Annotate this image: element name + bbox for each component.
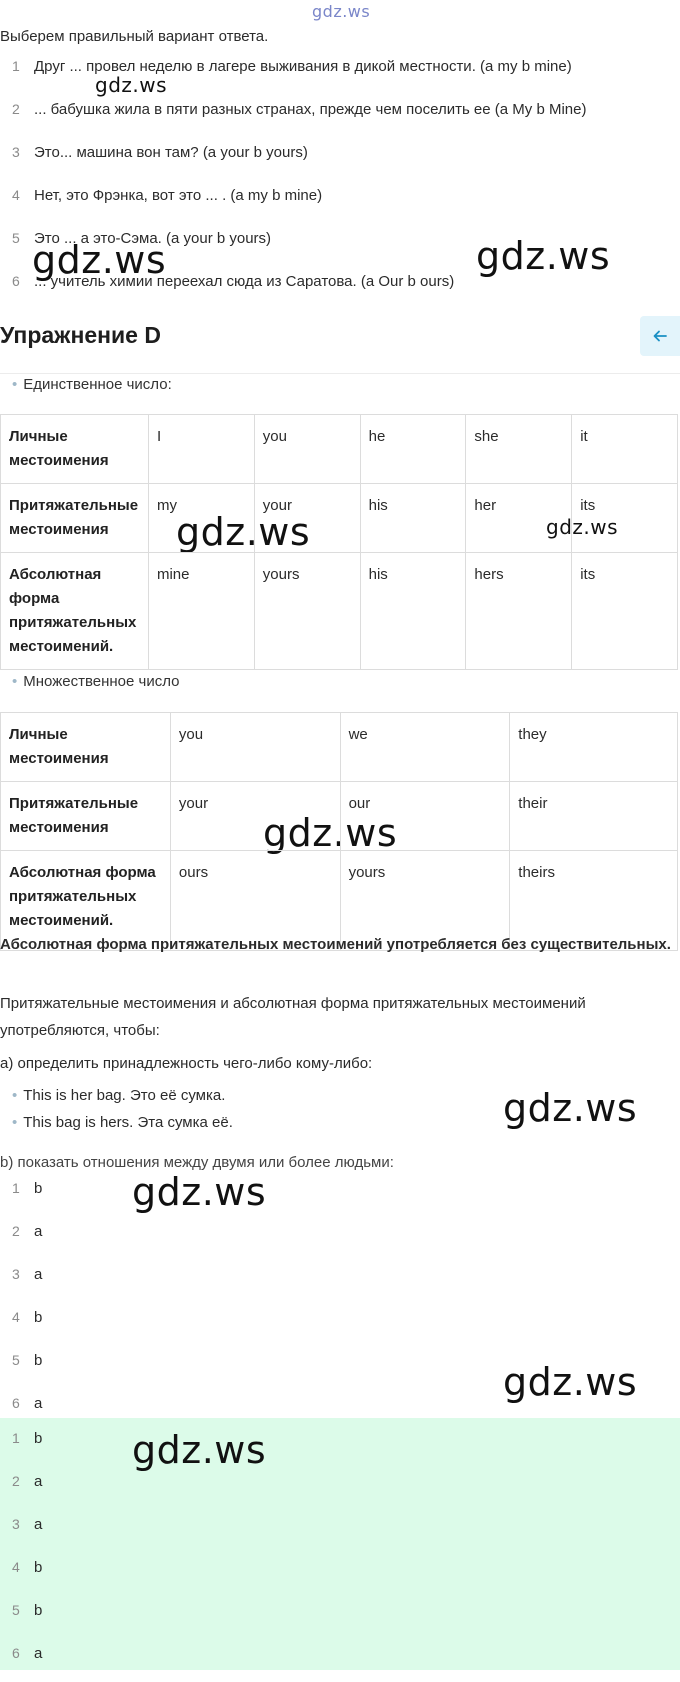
answer-number: 6 — [12, 1395, 20, 1411]
answer-item — [0, 1260, 680, 1303]
answer-item — [0, 1346, 680, 1389]
question-item — [0, 273, 680, 316]
question-item — [0, 58, 680, 101]
watermark: gdz.ws — [132, 1170, 267, 1214]
question-list — [0, 58, 680, 316]
singular-label: • Единственное число: — [12, 376, 172, 393]
table-row — [1, 782, 678, 851]
section-title: Упражнение D — [0, 322, 161, 348]
table-cell: yours — [254, 553, 360, 670]
arrow-left-icon — [652, 328, 668, 344]
answer-item — [0, 1174, 680, 1217]
answer-number: 2 — [12, 1473, 20, 1489]
question-text: Друг ... провел неделю в лагере выживания в дикой местности. (a my b mine) — [34, 58, 572, 75]
question-text: ... учитель химии переехал сюда из Саратова. (a Our b ours) — [34, 273, 455, 290]
table-cell: your — [254, 484, 360, 553]
table-cell: my — [148, 484, 254, 553]
answer-value: b — [34, 1602, 43, 1619]
example-item: • This is her bag. Это её сумка. — [12, 1087, 233, 1114]
example-item: • This bag is hers. Эта сумка её. — [12, 1114, 233, 1141]
table-row — [1, 484, 678, 553]
question-number: 3 — [12, 144, 20, 160]
row-header: Притяжательные местоимения — [1, 782, 171, 851]
answer-item — [0, 1217, 680, 1260]
answer-item — [0, 1510, 680, 1553]
table-cell: they — [510, 713, 678, 782]
question-number: 1 — [12, 58, 20, 74]
answer-number: 1 — [12, 1180, 20, 1196]
table-cell: her — [466, 484, 572, 553]
table-cell: your — [170, 782, 340, 851]
answer-value: b — [34, 1430, 43, 1447]
table-cell: its — [572, 553, 678, 670]
watermark: gdz.ws — [176, 510, 311, 554]
answer-number: 6 — [12, 1645, 20, 1661]
question-number: 6 — [12, 273, 20, 289]
rule-note: Абсолютная форма притяжательных местоимений употребляется без существительных. — [0, 936, 671, 953]
answer-number: 4 — [12, 1309, 20, 1325]
answer-item — [0, 1467, 680, 1510]
table-cell: I — [148, 415, 254, 484]
rule-usage: Притяжательные местоимения и абсолютная форма притяжательных местоимений употребляются, чтобы: — [0, 995, 586, 1039]
answer-item — [0, 1553, 680, 1596]
question-text: Нет, это Фрэнка, вот это ... . (a my b mine) — [34, 187, 323, 204]
rule-point-b-cut — [0, 1154, 460, 1174]
table-cell: ours — [170, 851, 340, 951]
answer-value: a — [34, 1645, 43, 1662]
question-text: Это... машина вон там? (a your b yours) — [34, 144, 308, 161]
table-cell: mine — [148, 553, 254, 670]
row-header: Личные местоимения — [1, 415, 149, 484]
answer-item — [0, 1596, 680, 1639]
table-cell: it — [572, 415, 678, 484]
watermark: gdz.ws — [476, 234, 611, 278]
answer-value: a — [34, 1516, 43, 1533]
answer-value: a — [34, 1473, 43, 1490]
answer-value: a — [34, 1266, 43, 1283]
watermark: gdz.ws — [263, 811, 398, 855]
answer-value: b — [34, 1309, 43, 1326]
table-row — [1, 713, 678, 782]
table-cell: you — [170, 713, 340, 782]
row-header: Личные местоимения — [1, 713, 171, 782]
answer-list — [0, 1174, 680, 1432]
question-item — [0, 144, 680, 187]
watermark: gdz.ws — [503, 1360, 638, 1404]
answer-value: b — [34, 1180, 43, 1197]
table-cell: its — [572, 484, 678, 553]
watermark-top: gdz.ws — [312, 2, 371, 21]
table-cell: you — [254, 415, 360, 484]
table-row — [1, 415, 678, 484]
watermark: gdz.ws — [546, 515, 619, 539]
table-cell: she — [466, 415, 572, 484]
question-number: 4 — [12, 187, 20, 203]
question-text: Это ... а это-Сэма. (a your b yours) — [34, 230, 272, 247]
divider — [0, 373, 680, 374]
singular-table — [0, 414, 678, 670]
table-cell: theirs — [510, 851, 678, 951]
table-cell: yours — [340, 851, 510, 951]
answer-item — [0, 1639, 680, 1682]
highlighted-answer-list — [0, 1424, 680, 1682]
watermark: gdz.ws — [132, 1428, 267, 1472]
table-cell: hers — [466, 553, 572, 670]
answer-number: 4 — [12, 1559, 20, 1575]
plural-table — [0, 712, 678, 951]
task-intro: Выберем правильный вариант ответа. — [0, 28, 269, 45]
answer-item — [0, 1303, 680, 1346]
table-cell: our — [340, 782, 510, 851]
watermark: gdz.ws — [32, 238, 167, 282]
example-list — [12, 1087, 233, 1141]
answer-number: 5 — [12, 1602, 20, 1618]
table-cell: his — [360, 553, 466, 670]
answer-value: b — [34, 1559, 43, 1576]
question-item — [0, 230, 680, 273]
table-cell: their — [510, 782, 678, 851]
answer-number: 3 — [12, 1516, 20, 1532]
answer-value: b — [34, 1352, 43, 1369]
row-header: Притяжательные местоимения — [1, 484, 149, 553]
question-item — [0, 101, 680, 144]
plural-label: • Множественное число — [12, 673, 179, 690]
answer-number: 1 — [12, 1430, 20, 1446]
row-header: Абсолютная форма притяжательных местоимений. — [1, 553, 149, 670]
answer-value: a — [34, 1395, 43, 1412]
question-text: ... бабушка жила в пяти разных странах, прежде чем поселить ее (a My b Mine) — [34, 101, 587, 118]
rule-point-b-text: b) показать отношения между двумя или более людьми: — [0, 1154, 394, 1171]
question-item — [0, 187, 680, 230]
question-number: 5 — [12, 230, 20, 246]
answer-value: a — [34, 1223, 43, 1240]
table-cell: his — [360, 484, 466, 553]
back-button[interactable] — [640, 316, 680, 356]
answer-number: 2 — [12, 1223, 20, 1239]
question-number: 2 — [12, 101, 20, 117]
table-row — [1, 553, 678, 670]
table-cell: we — [340, 713, 510, 782]
answer-number: 5 — [12, 1352, 20, 1368]
answer-item — [0, 1424, 680, 1467]
row-header: Абсолютная форма притяжательных местоимений. — [1, 851, 171, 951]
watermark: gdz.ws — [503, 1086, 638, 1130]
table-cell: he — [360, 415, 466, 484]
answer-number: 3 — [12, 1266, 20, 1282]
rule-point-a: а) определить принадлежность чего-либо кому-либо: — [0, 1055, 373, 1072]
watermark: gdz.ws — [95, 73, 168, 97]
